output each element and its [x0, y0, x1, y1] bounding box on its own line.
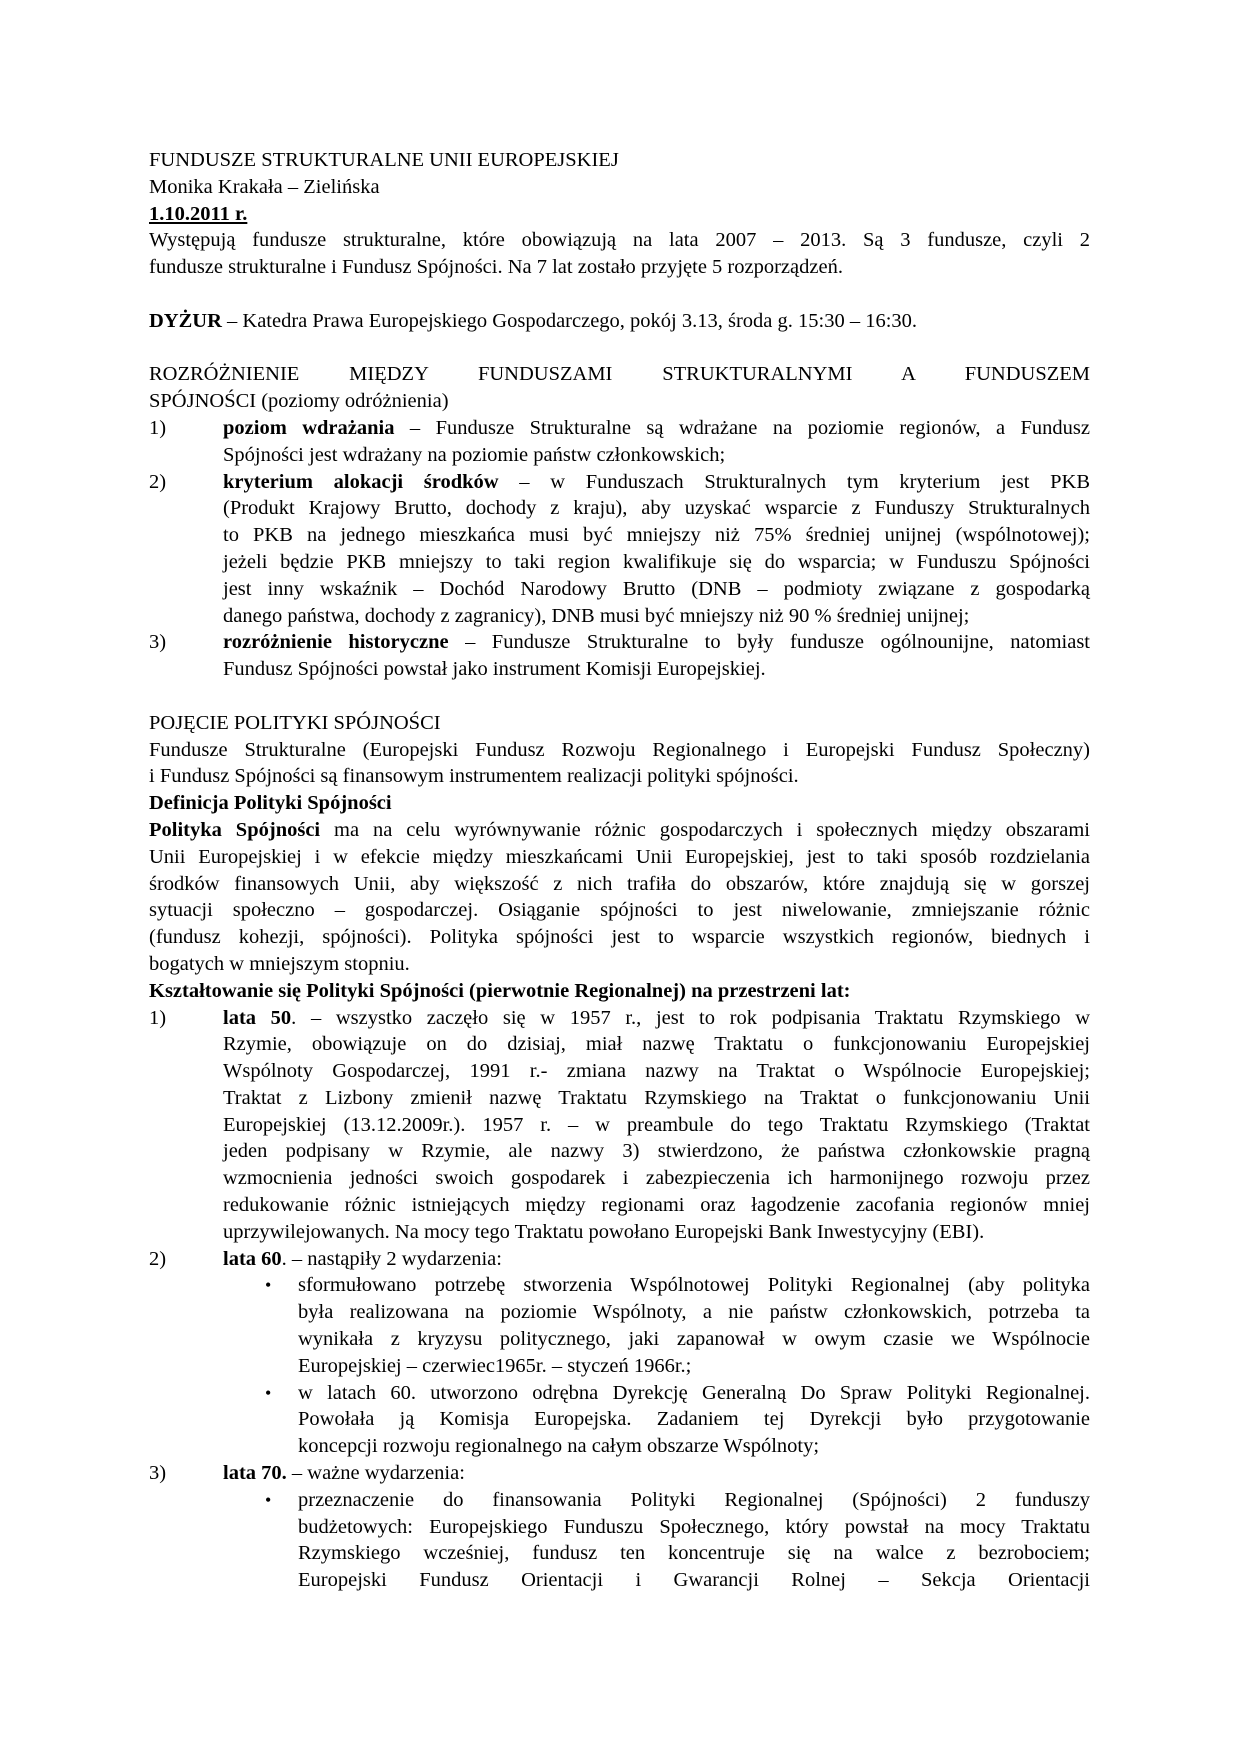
bullet-text: sformułowano potrzebę stworzenia Wspólnotowej Polityki Regionalnej (aby polityka [298, 1274, 1090, 1297]
bullet-item [265, 1272, 1090, 1299]
item-term: lata 70. [223, 1462, 287, 1485]
section-heading: POJĘCIE POLITYKI SPÓJNOŚCI [149, 711, 441, 734]
list-number: 2) [149, 470, 167, 493]
item-text: danego państwa, dochody z zagranicy), DNB musi być mniejszy niż 90 % średniej unijnej; [223, 604, 970, 627]
section-heading-note: (poziomy odróżnienia) [256, 390, 449, 413]
term: Polityka Spójności [149, 818, 321, 841]
paragraph-line: środków finansowych Unii, aby większość z nich trafiła do obszarów, które znajdują się w gorszej [149, 872, 1090, 895]
paragraph-line: (fundusz kohezji, spójności). Polityka spójności jest to wsparcie wszystkich regionów, biednych i [149, 926, 1090, 949]
list-number: 1) [149, 1006, 167, 1029]
duty-text: – Katedra Prawa Europejskiego Gospodarczego, pokój 3.13, środa g. 15:30 – 16:30. [221, 309, 918, 332]
paragraph-line: bogatych w mniejszym stopniu. [149, 952, 410, 975]
item-text: – ważne wydarzenia: [286, 1462, 465, 1485]
item-text: Traktat z Lizbony zmienił nazwę Traktatu Rzymskiego na Traktat o funkcjonowaniu Unii [223, 1086, 1090, 1109]
bullet-text: przeznaczenie do finansowania Polityki Regionalnej (Spójności) 2 funduszy [298, 1488, 1090, 1511]
list-number: 1) [149, 416, 167, 439]
bullet-icon: • [265, 1275, 272, 1296]
date: 1.10.2011 r. [149, 202, 248, 225]
paragraph-line: ma na celu wyrównywanie różnic gospodarczych i społecznych między obszarami [320, 818, 1091, 841]
paragraph-line: Unii Europejskiej i w efekcie między mieszkańcami Unii Europejskiej, jest to taki sposób rozdzielania [149, 845, 1090, 868]
item-term: kryterium alokacji środków [223, 470, 499, 493]
list-number: 3) [149, 631, 167, 654]
paragraph-line: i Fundusz Spójności są finansowym instrumentem realizacji polityki spójności. [149, 765, 799, 788]
item-text: uprzywilejowanych. Na mocy tego Traktatu powołano Europejski Bank Inwestycyjny (EBI). [223, 1220, 985, 1243]
intro-line: fundusze strukturalne i Fundusz Spójności. Na 7 lat zostało przyjęte 5 rozporządzeń. [149, 256, 843, 279]
list-number: 3) [149, 1462, 167, 1485]
bullet-text: Europejskiej – czerwiec1965r. – styczeń 1966r.; [298, 1354, 692, 1377]
list-item [149, 469, 1090, 496]
item-text: redukowanie różnic istniejących między regionami oraz łagodzenie zacofania regionów mniej [223, 1194, 1090, 1217]
list-item [149, 629, 1090, 656]
bullet-text: Europejski Fundusz Orientacji i Gwarancji Rolnej – Sekcja Orientacji [298, 1569, 1090, 1592]
item-text: . – wszystko zaczęło się w 1957 r., jest to rok podpisania Traktatu Rzymskiego w [291, 1006, 1090, 1029]
list-number: 2) [149, 1247, 167, 1270]
duty-label: DYŻUR [149, 309, 222, 332]
list-item [149, 1005, 1090, 1032]
item-text: Wspólnoty Gospodarczej, 1991 r.- zmiana nazwy na Traktat o Wspólnocie Europejskiej; [223, 1060, 1090, 1083]
bullet-text: była realizowana na poziomie Wspólnoty, a nie państw członkowskich, potrzeba ta [298, 1301, 1090, 1324]
item-term: lata 50 [223, 1006, 292, 1029]
bullet-text: koncepcji rozwoju regionalnego na całym obszarze Wspólnoty; [298, 1435, 820, 1458]
intro-line: Występują fundusze strukturalne, które obowiązują na lata 2007 – 2013. Są 3 fundusze, czyli 2 [149, 229, 1090, 252]
bullet-text: w latach 60. utworzono odrębna Dyrekcję Generalną Do Spraw Polityki Regionalnej. [298, 1381, 1090, 1404]
bullet-text: budżetowych: Europejskiego Funduszu Społecznego, który powstał na mocy Traktatu [298, 1515, 1090, 1538]
bullet-text: Powołała ją Komisja Europejska. Zadaniem tej Dyrekcji było przygotowanie [298, 1408, 1090, 1431]
item-text: (Produkt Krajowy Brutto, dochody z kraju), aby uzyskać wsparcie z Funduszy Strukturalnych [223, 497, 1090, 520]
list-item [149, 1246, 1090, 1273]
subheading: Definicja Polityki Spójności [149, 792, 392, 815]
list-item [149, 415, 1090, 442]
item-text: – Fundusze Strukturalne są wdrażane na poziomie regionów, a Fundusz [394, 416, 1090, 439]
bullet-item [265, 1380, 1090, 1407]
item-term: rozróżnienie historyczne [223, 631, 449, 654]
item-text: jeżeli będzie PKB mniejszy to taki region kwalifikuje się do wsparcia; w Funduszu Spójności [223, 550, 1090, 573]
section-heading-cont: SPÓJNOŚCI [149, 390, 257, 413]
bullet-icon: • [265, 1382, 272, 1403]
item-text: – Fundusze Strukturalne to były fundusze ogólnounijne, natomiast [448, 631, 1090, 654]
paragraph-line: sytuacji społeczno – gospodarczej. Osiąganie spójności to jest niwelowanie, zmniejszanie różnic [149, 899, 1090, 922]
author: Monika Krakała – Zielińska [149, 175, 380, 198]
bullet-text: Rzymskiego wcześniej, fundusz ten koncentruje się na walce z bezrobociem; [298, 1542, 1090, 1565]
list-item [149, 1460, 1090, 1487]
paragraph-line: Fundusze Strukturalne (Europejski Fundusz Rozwoju Regionalnego i Europejski Fundusz Społeczny) [149, 738, 1090, 761]
bullet-text: wynikała z kryzysu politycznego, jaki zapanował w owym czasie we Wspólnocie [298, 1328, 1090, 1351]
subheading: Kształtowanie się Polityki Spójności (pierwotnie Regionalnej) na przestrzeni lat: [149, 979, 851, 1002]
item-text: to PKB na jednego mieszkańca musi być mniejszy niż 75% średniej unijnej (wspólnotowej); [223, 524, 1090, 547]
item-text: Spójności jest wdrażany na poziomie państw członkowskich; [223, 443, 726, 466]
bullet-icon: • [265, 1489, 272, 1510]
document-page [149, 147, 1090, 1594]
item-text: . – nastąpiły 2 wydarzenia: [281, 1247, 502, 1270]
section-heading: ROZRÓŻNIENIE MIĘDZY FUNDUSZAMI STRUKTURALNYMI A FUNDUSZEM [149, 363, 1090, 386]
item-text: jeden podpisany w Rzymie, ale nazwy 3) stwierdzono, że państwa członkowskie pragną [223, 1140, 1090, 1163]
duty-hours [149, 308, 1090, 335]
bullet-item [265, 1487, 1090, 1514]
item-term: poziom wdrażania [223, 416, 395, 439]
item-text: wzmocnienia jedności swoich gospodarek i zabezpieczenia ich harmonijnego rozwoju przez [223, 1167, 1090, 1190]
item-text: Fundusz Spójności powstał jako instrument Komisji Europejskiej. [223, 658, 766, 681]
item-term: lata 60 [223, 1247, 282, 1270]
item-text: Europejskiej (13.12.2009r.). 1957 r. – w preambule do tego Traktatu Rzymskiego (Traktat [223, 1113, 1090, 1136]
item-text: Rzymie, obowiązuje on do dzisiaj, miał nazwę Traktatu o funkcjonowaniu Europejskiej [223, 1033, 1090, 1056]
document-title: FUNDUSZE STRUKTURALNE UNII EUROPEJSKIEJ [149, 149, 619, 171]
item-text: jest inny wskaźnik – Dochód Narodowy Brutto (DNB – podmioty związane z gospodarką [223, 577, 1090, 600]
item-text: – w Funduszach Strukturalnych tym kryterium jest PKB [498, 470, 1090, 493]
